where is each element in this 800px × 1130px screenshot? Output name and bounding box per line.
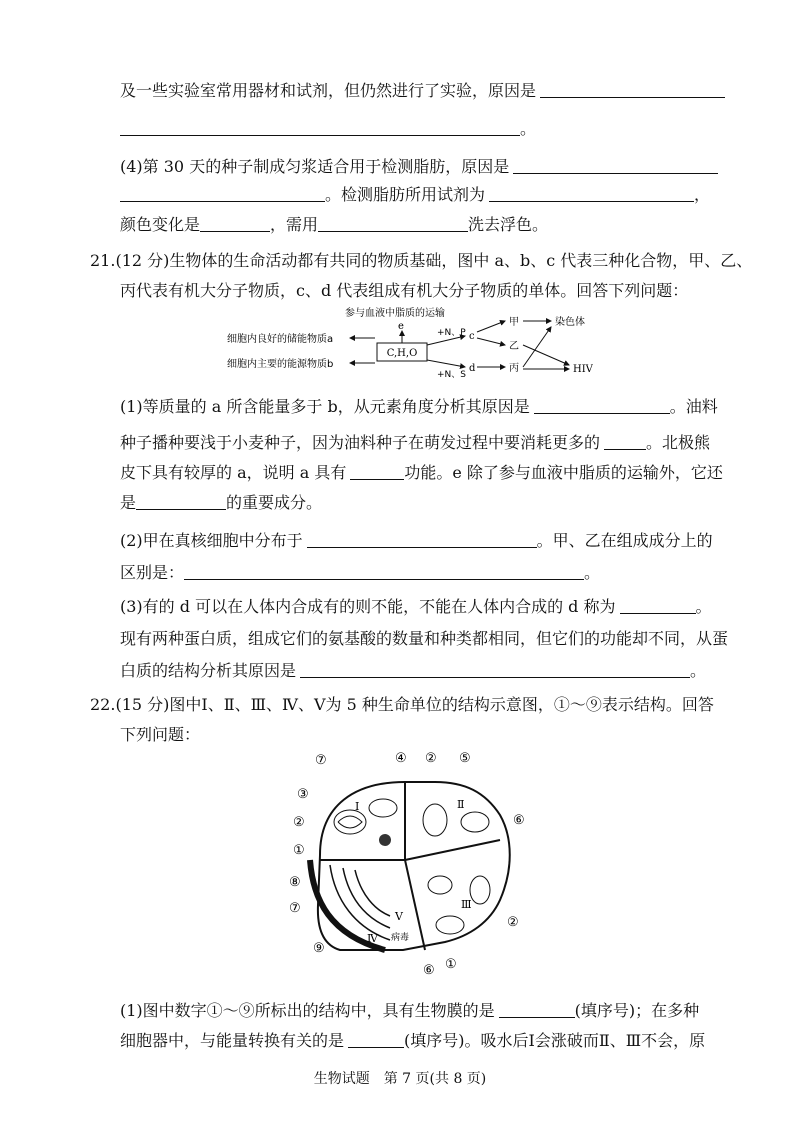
chloroplast-III-b — [436, 916, 464, 934]
label-2-left: ② — [293, 815, 305, 830]
text: 。检测脂肪所用试剂为 — [325, 185, 486, 204]
mitochondrion-II — [423, 804, 447, 836]
arrow-d — [427, 360, 465, 367]
mitochondrion-I — [334, 810, 366, 834]
text: (填序号)；在多种 — [574, 1001, 700, 1020]
label-4: ④ — [395, 751, 407, 766]
arrow-jia — [477, 321, 505, 332]
hiv-label: HIV — [573, 364, 593, 375]
text-line — [120, 118, 710, 140]
text: 皮下具有较厚的 a，说明 a 具有 — [120, 463, 347, 482]
text-line — [120, 530, 713, 552]
text: 的重要成分。 — [226, 493, 323, 512]
text-line — [120, 432, 710, 454]
text: (1)等质量的 a 所含能量多于 b，从元素角度分析其原因是 — [120, 397, 530, 416]
answer-blank[interactable] — [307, 531, 537, 548]
answer-blank[interactable] — [534, 397, 670, 414]
label-6-right: ⑥ — [513, 813, 525, 828]
text: ， — [694, 185, 711, 204]
label-cell-V: Ⅴ — [395, 910, 403, 923]
answer-blank[interactable] — [184, 563, 584, 580]
answer-blank[interactable] — [489, 185, 694, 202]
label-9: ⑨ — [313, 941, 325, 956]
text: 及一些实验室常用器材和试剂，但仍然进行了实验，原因是 — [120, 81, 537, 100]
text-line — [120, 1030, 710, 1052]
text: 现有两种蛋白质，组成它们的氨基酸的数量和种类都相同，但它们的功能却不同，从蛋 — [120, 629, 729, 648]
jia-label: 甲 — [509, 317, 519, 328]
yi-label: 乙 — [509, 341, 519, 352]
nucleus-arc-3 — [355, 870, 390, 916]
text-line — [120, 724, 710, 746]
label-cell-I: Ⅰ — [355, 800, 360, 813]
c-label: c — [469, 331, 475, 342]
left-b-label: 细胞内主要的能源物质b — [227, 359, 334, 370]
text-line — [120, 156, 710, 178]
text: (3)有的 d 可以在人体内合成有的则不能，不能在人体内合成的 d 称为 — [120, 597, 616, 616]
chloroplast-III — [428, 876, 452, 894]
text-line — [120, 492, 710, 514]
label-7-left: ⑦ — [289, 901, 301, 916]
text-line — [120, 628, 729, 650]
text: 细胞器中，与能量转换有关的是 — [120, 1031, 345, 1050]
text: (填序号)。吸水后Ⅰ会涨破而Ⅱ、Ⅲ不会，原 — [404, 1031, 706, 1050]
text-line — [120, 214, 710, 236]
text: 。油料 — [669, 397, 718, 416]
centriole-I — [379, 834, 391, 846]
answer-blank[interactable] — [540, 81, 725, 98]
text: 21.(12 分)生物体的生命活动都有共同的物质基础，图中 a、b、c 代表三种化合物，甲、乙、 — [90, 251, 753, 270]
label-2-right: ② — [507, 915, 519, 930]
text: 。甲、乙在组成成分上的 — [536, 531, 713, 550]
text-line — [120, 660, 710, 682]
answer-blank[interactable] — [120, 119, 520, 136]
question-22-header — [90, 694, 714, 716]
nucleus-arc-2 — [343, 868, 390, 928]
top-label: 参与血液中脂质的运输 — [345, 308, 445, 319]
text: 是 — [120, 493, 137, 512]
label-2-top: ② — [425, 751, 437, 766]
text: (1)图中数字①～⑨所标出的结构中，具有生物膜的是 — [120, 1001, 495, 1020]
center-label: C,H,O — [386, 348, 418, 359]
label-5: ⑤ — [459, 751, 471, 766]
text: (2)甲在真核细胞中分布于 — [120, 531, 303, 550]
text: 颜色变化是 — [120, 215, 201, 234]
text: 洗去浮色。 — [468, 215, 549, 234]
chloroplast-II — [461, 812, 489, 832]
text-line — [120, 462, 723, 484]
label-cell-IV: Ⅳ — [367, 932, 378, 945]
text: 种子播种要浅于小麦种子，因为油料种子在萌发过程中要消耗更多的 — [120, 433, 601, 452]
label-cell-III: Ⅲ — [461, 898, 472, 911]
answer-blank[interactable] — [513, 157, 718, 174]
answer-blank[interactable] — [136, 493, 226, 510]
text-line — [120, 80, 710, 102]
answer-blank[interactable] — [200, 215, 270, 232]
bing-label: 丙 — [509, 363, 519, 374]
text: 丙代表有机大分子物质，c、d 代表组成有机大分子物质的单体。回答下列问题： — [120, 281, 689, 300]
text: 。北极熊 — [646, 433, 711, 452]
label-cell-II: Ⅱ — [457, 798, 465, 811]
text: 。 — [584, 563, 601, 582]
text: ，需用 — [270, 215, 319, 234]
outer-outline — [318, 782, 510, 950]
label-virus: 病毒 — [391, 933, 410, 943]
left-a-label: 细胞内良好的储能物质a — [227, 334, 334, 345]
label-7-top: ⑦ — [315, 753, 327, 768]
ns-label: +N、S — [437, 370, 466, 380]
text: 22.(15 分)图中Ⅰ、Ⅱ、Ⅲ、Ⅳ、Ⅴ为 5 种生命单位的结构示意图，①～⑨表示结构。回答 — [90, 695, 714, 714]
arrow-yi — [477, 338, 505, 345]
text-line — [120, 1000, 710, 1022]
answer-blank[interactable] — [620, 597, 696, 614]
answer-blank[interactable] — [348, 1031, 404, 1048]
mitochondrion-III — [470, 876, 490, 904]
answer-blank[interactable] — [350, 463, 404, 480]
label-6-bottom: ⑥ — [423, 963, 435, 978]
label-1-left: ① — [293, 843, 305, 858]
text: 。 — [690, 661, 707, 680]
answer-blank[interactable] — [604, 433, 646, 450]
text: 白质的结构分析其原因是 — [120, 661, 297, 680]
text-line — [120, 396, 718, 418]
text-line — [120, 562, 710, 584]
question-21-header — [90, 250, 753, 272]
text-line — [120, 280, 710, 302]
cell-structure-diagram — [285, 750, 535, 982]
text: 区别是： — [120, 563, 185, 582]
np-label: +N、P — [437, 328, 466, 338]
answer-blank[interactable] — [318, 215, 468, 232]
label-3: ③ — [297, 787, 309, 802]
label-1-bottom: ① — [445, 957, 457, 972]
e-label: e — [398, 321, 404, 332]
answer-blank[interactable] — [120, 185, 325, 202]
arrow-yi-hiv — [523, 345, 569, 365]
text: 。 — [695, 597, 712, 616]
compound-diagram — [225, 305, 625, 385]
text-line — [120, 184, 710, 206]
d-label: d — [469, 363, 476, 374]
divider-right — [405, 840, 500, 860]
answer-blank[interactable] — [499, 1001, 575, 1018]
answer-blank[interactable] — [300, 661, 690, 678]
text: 下列问题： — [120, 725, 201, 744]
text: 。 — [520, 119, 537, 138]
chromosome-label: 染色体 — [555, 317, 585, 328]
page-footer: 生物试题 第 7 页(共 8 页) — [313, 1071, 487, 1087]
golgi-I — [369, 799, 397, 817]
text: 功能。e 除了参与血液中脂质的运输外，它还 — [404, 463, 723, 482]
label-8: ⑧ — [289, 875, 301, 890]
text: (4)第 30 天的种子制成匀浆适合用于检测脂肪，原因是 — [120, 157, 510, 176]
text-line — [120, 596, 710, 618]
